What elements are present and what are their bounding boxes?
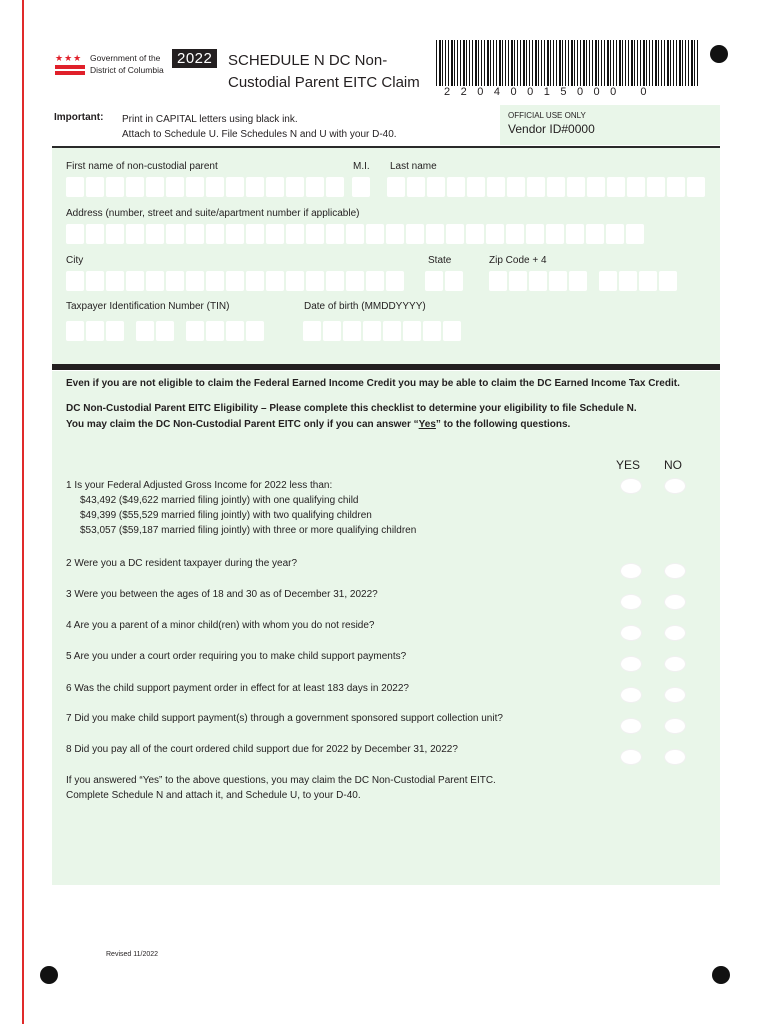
q2-yes-radio[interactable] bbox=[620, 563, 642, 579]
registration-dot bbox=[40, 966, 58, 984]
dob-label: Date of birth (MMDDYYYY) bbox=[304, 301, 426, 312]
question-7: 7 Did you make child support payment(s) through a government sponsored support collection unit? bbox=[66, 713, 503, 724]
official-use-box: OFFICIAL USE ONLY Vendor ID#0000 bbox=[500, 105, 720, 145]
section-divider bbox=[52, 364, 720, 370]
question-8: 8 Did you pay all of the court ordered child support due for 2022 by December 31, 2022? bbox=[66, 744, 458, 755]
dob-field[interactable] bbox=[303, 321, 463, 341]
mi-field[interactable] bbox=[352, 177, 372, 197]
question-5: 5 Are you under a court order requiring you to make child support payments? bbox=[66, 651, 407, 662]
q2-no-radio[interactable] bbox=[664, 563, 686, 579]
yes-column-header: YES bbox=[616, 458, 641, 472]
q5-no-radio[interactable] bbox=[664, 656, 686, 672]
eligibility-intro: Even if you are not eligible to claim the Federal Earned Income Credit you may be able to claim the DC Earned Income Tax Credit. bbox=[66, 378, 680, 389]
question-6: 6 Was the child support payment order in effect for at least 183 days in 2022? bbox=[66, 683, 409, 694]
tin-label: Taxpayer Identification Number (TIN) bbox=[66, 301, 230, 312]
last-name-field[interactable] bbox=[387, 177, 707, 197]
mi-label: M.I. bbox=[353, 161, 370, 172]
revision-date: Revised 11/2022 bbox=[106, 951, 159, 958]
important-label: Important: bbox=[54, 112, 104, 123]
zip-field[interactable] bbox=[489, 271, 679, 291]
tin-field[interactable] bbox=[66, 321, 266, 341]
first-name-field[interactable] bbox=[66, 177, 346, 197]
q1-no-radio[interactable] bbox=[664, 478, 686, 494]
important-instructions: Print in CAPITAL letters using black ink. Attach to Schedule U. File Schedules N and U with your D-40. bbox=[122, 114, 397, 140]
barcode-number: 22040015000 0 bbox=[444, 86, 657, 98]
closing-note: If you answered “Yes” to the above questions, you may claim the DC Non-Custodial Parent EITC. Complete Schedule N and attach it, and Schedule U, to your D-40. bbox=[66, 775, 496, 801]
checklist-heading: DC Non-Custodial Parent EITC Eligibility – Please complete this checklist to determine your eligibility to file Schedule N. bbox=[66, 403, 637, 414]
zip-label: Zip Code + 4 bbox=[489, 255, 547, 266]
q1-yes-radio[interactable] bbox=[620, 478, 642, 494]
city-label: City bbox=[66, 255, 84, 266]
q4-no-radio[interactable] bbox=[664, 625, 686, 641]
government-label: Government of the District of Columbia bbox=[90, 53, 164, 75]
q7-no-radio[interactable] bbox=[664, 718, 686, 734]
q8-no-radio[interactable] bbox=[664, 749, 686, 765]
q4-yes-radio[interactable] bbox=[620, 625, 642, 641]
q6-no-radio[interactable] bbox=[664, 687, 686, 703]
city-field[interactable] bbox=[66, 271, 406, 291]
registration-dot bbox=[710, 45, 728, 63]
last-name-label: Last name bbox=[390, 161, 437, 172]
q5-yes-radio[interactable] bbox=[620, 656, 642, 672]
registration-dot bbox=[712, 966, 730, 984]
q3-no-radio[interactable] bbox=[664, 594, 686, 610]
no-column-header: NO bbox=[664, 458, 682, 472]
first-name-label: First name of non-custodial parent bbox=[66, 161, 218, 172]
question-4: 4 Are you a parent of a minor child(ren) with whom you do not reside? bbox=[66, 620, 375, 631]
state-label: State bbox=[428, 255, 452, 266]
q8-yes-radio[interactable] bbox=[620, 749, 642, 765]
checklist-instruction: You may claim the DC Non-Custodial Parent EITC only if you can answer “Yes” to the following questions. bbox=[66, 419, 571, 430]
state-field[interactable] bbox=[425, 271, 465, 291]
question-3: 3 Were you between the ages of 18 and 30 as of December 31, 2022? bbox=[66, 589, 378, 600]
q7-yes-radio[interactable] bbox=[620, 718, 642, 734]
dc-flag-logo: ★★★ bbox=[55, 54, 85, 75]
tax-year: 2022 bbox=[172, 49, 217, 68]
form-title: SCHEDULE N DC Non- Custodial Parent EITC Claim bbox=[228, 52, 420, 91]
margin-rule bbox=[22, 0, 24, 1024]
barcode bbox=[436, 40, 698, 86]
q6-yes-radio[interactable] bbox=[620, 687, 642, 703]
question-1: 1 Is your Federal Adjusted Gross Income for 2022 less than: $43,492 ($49,622 married filing jointly) with one qualifying child $49,399 ($55,529 married filing jointly) with two qualifying children $53,057 ($59,187 married filing jointly) with three or more qualifying children bbox=[66, 480, 417, 536]
question-2: 2 Were you a DC resident taxpayer during the year? bbox=[66, 558, 298, 569]
address-field[interactable] bbox=[66, 224, 646, 244]
q3-yes-radio[interactable] bbox=[620, 594, 642, 610]
address-label: Address (number, street and suite/apartment number if applicable) bbox=[66, 208, 360, 219]
